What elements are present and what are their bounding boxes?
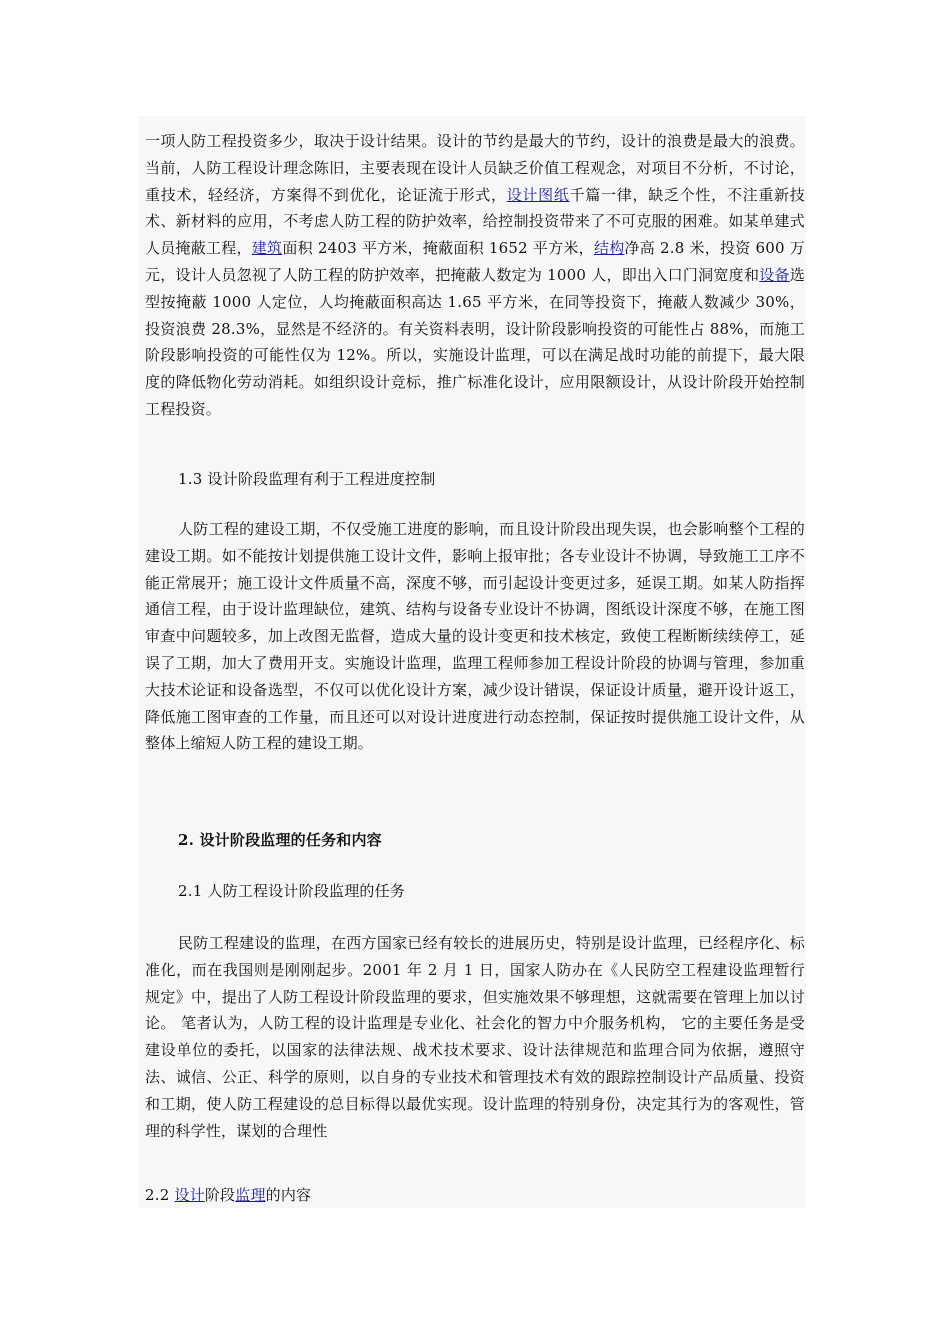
heading-2-2 — [145, 1182, 805, 1209]
paragraph-text: 一项人防工程投资多少，取决于设计结果。设计的节约是最大的节约，设计的浪费是最大的浪费。当前，人防工程设计理念陈旧，主要表现在设计人员缺乏价值工程观念，对项目不分析，不讨论，重技术，轻经济，方案得不到优化，论证流于形式， — [145, 132, 805, 204]
link-design[interactable]: 设计 — [174, 1186, 205, 1204]
heading-2-1: 2.1 人防工程设计阶段监理的任务 — [178, 882, 406, 900]
heading-2: 2. 设计阶段监理的任务和内容 — [178, 831, 382, 849]
paragraph-text: 面积 2403 平方米，掩蔽面积 1652 平方米， — [282, 239, 594, 258]
paragraph-text: 选型按掩蔽 1000 人定位，人均掩蔽面积高达 1.65 平方米，在同等投资下，掩蔽人数减少 30%，投资浪费 28.3%，显然是不经济的。有关资料表明，设计阶段影响投资的可能性占 88%，而施工阶段影响投资的可能性仅为 12%。所以，实施设计监理，可以在满足战时功能的前提下，最大限度的降低物化劳动消耗。如组织设计竞标，推广标准化设计，应用限额设计，从设计阶段开始控制工程投资。 — [145, 265, 805, 418]
link-design-drawings[interactable]: 设计图纸 — [506, 185, 570, 204]
heading-1-3: 1.3 设计阶段监理有利于工程进度控制 — [178, 470, 436, 488]
link-architecture[interactable]: 建筑 — [251, 239, 283, 258]
heading-text: 2.2 — [145, 1186, 175, 1204]
paragraph-monitoring-tasks: 民防工程建设的监理，在西方国家已经有较长的进展历史，特别是设计监理，已经程序化、标准化，而在我国则是刚刚起步。2001 年 2 月 1 日，国家人防办在《人民防空工程建设监理暂行规定》中，提出了人防工程设计阶段监理的要求，但实施效果不够理想，这就需要在管理上加以讨论。 笔者认为，人防工程的设计监理是专业化、社会化的智力中介服务机构， 它的主要任务是受建设单位的委托，以国家的法律法规、战术技术要求、设计法律规范和监理合同为依据，遵照守法、诚信、公正、科学的原则，以自身的专业技术和管理技术有效的跟踪控制设计产品质量、投资和工期，使人防工程建设的总目标得以最优实现。设计监理的特别身份，决定其行为的客观性，管理的科学性，谋划的合理性 — [145, 934, 805, 1140]
paragraph-text: 净高 2.8 米，投资 600 万元，设计人员忽视了人防工程的防护效率，把掩蔽人数定为 1000 人，即出入口门洞宽度和 — [145, 239, 805, 284]
link-structure[interactable]: 结构 — [593, 239, 625, 258]
paragraph-schedule-control: 人防工程的建设工期，不仅受施工进度的影响，而且设计阶段出现失误，也会影响整个工程的建设工期。如不能按计划提供施工设计文件，影响上报审批；各专业设计不协调，导致施工工序不能正常展开；施工设计文件质量不高，深度不够，而引起设计变更过多，延误工期。如某人防指挥通信工程，由于设计监理缺位，建筑、结构与设备专业设计不协调，图纸设计深度不够，在施工图审查中问题较多，加上改图无监督，造成大量的设计变更和技术核定，致使工程断断续续停工，延误了工期，加大了费用开支。实施设计监理，监理工程师参加工程设计阶段的协调与管理，参加重大技术论证和设备选型，不仅可以优化设计方案，减少设计错误，保证设计质量，避开设计返工，降低施工图审查的工作量，而且还可以对设计进度进行动态控制，保证按时提供施工设计文件，从整体上缩短人防工程的建设工期。 — [145, 520, 805, 753]
heading-text: 的内容 — [265, 1186, 312, 1204]
paragraph-investment — [145, 128, 805, 423]
paragraph-text: 千篇一律，缺乏个性，不注重新技术、新材料的应用，不考虑人防工程的防护效率，给控制投资带来了不可克服的困难。如某单建式人员掩蔽工程， — [145, 185, 805, 258]
link-equipment[interactable]: 设备 — [759, 265, 790, 284]
link-supervision[interactable]: 监理 — [235, 1186, 266, 1204]
heading-text: 阶段 — [204, 1186, 236, 1204]
